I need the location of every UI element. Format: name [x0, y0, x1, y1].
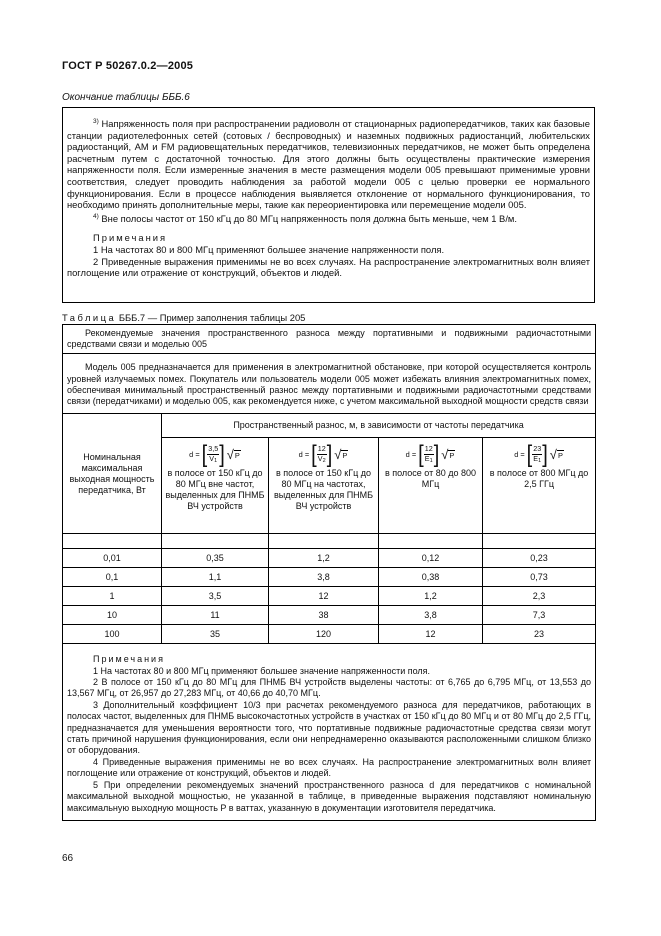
- table-row: [63, 606, 596, 625]
- formula-fraction: [532, 445, 542, 465]
- table-cell: 0,23: [483, 549, 596, 568]
- table-cell: 38: [269, 606, 379, 625]
- formula-d-label: d =: [189, 449, 200, 459]
- formula-bracket: [ $\frac{12}{V2}$ ]: [311, 442, 333, 469]
- sqrt-icon: √ P: [226, 446, 240, 462]
- table-header-row: [63, 414, 596, 438]
- notes-title: Примечания: [93, 232, 168, 244]
- table-caption-prefix: Таблица: [62, 312, 117, 323]
- table-note-5: 5 При определении рекомендуемых значений пространственного разноса d для передатчиков с номинальной максимальной выходной мощностью, не указанной в таблице, в приведенные выражения подставляют номинальную максимальную выходную мощность P в ваттах, указанную в документации изготовителя передатчика.: [67, 779, 592, 813]
- formula-fraction: [424, 445, 434, 465]
- formula-numerator: 12: [317, 444, 326, 454]
- formula: [299, 442, 349, 468]
- sqrt-icon: √ P: [334, 446, 348, 462]
- formula-cell: [162, 438, 269, 534]
- table-cell: 3,8: [269, 568, 379, 587]
- note-2: 2 Приведенные выражения применимы не во всех случаях. На распространение электромагнитных волн влияет поглощение или отражение от конструкций, объектов и людей.: [67, 255, 590, 279]
- formula: [514, 442, 564, 468]
- separation-span-header: Пространственный разнос, м, в зависимости от частоты передатчика: [162, 414, 596, 438]
- table-cell: 0,01: [63, 549, 162, 568]
- formula-bracket: [ $\frac{3,5}{V1}$ ]: [201, 442, 225, 469]
- formula: [189, 442, 241, 468]
- formula-d-label: d =: [298, 449, 310, 459]
- table-row: [63, 568, 596, 587]
- formula-numerator: 12: [424, 444, 433, 454]
- separation-distance-table: [62, 324, 596, 821]
- formula-bracket: [ $\frac{23}{E1}$ ]: [526, 442, 548, 469]
- table-row: [63, 587, 596, 606]
- table-bbb6-footnotes-box: [62, 107, 595, 303]
- table-cell: 3,5: [162, 587, 269, 606]
- footnote-3-text: Напряженность поля при распространении радиоволн от стационарных радиопередатчиков, таких как базовые станции радиотелефонных сетей (сотовых / беспроводных) и наземных подвижных радиостанций, любительских радиостанций, АМ и FM радиовещательных передатчиков, телевизионных передатчиков, не может быть определена расчетным путем с достаточной точностью. Для этого должны быть осуществлены практические измерения напряженности поля. Если измеренные значения в месте размещения модели 005 превышают применимые уровни соответствия, следует проводить наблюдения за работой модели 005 с целью проверки ее нормального функционирования. Если в процессе наблюдения выявляется отклонение от нормального функционирования, то необходимо принять дополнительные меры, такие как переориентировка или перемещение модели 005.: [67, 118, 591, 211]
- formula-denominator: V1: [209, 453, 218, 464]
- formula-fraction: [317, 445, 327, 465]
- spacer-row: [63, 534, 596, 549]
- table-note-2: 2 В полосе от 150 кГц до 80 МГц для ПНМБ ВЧ устройств выделены частоты: от 6,765 до 6,795 МГц, от 13,553 до 13,567 МГц, от 26,957 до 27,283 МГц, от 40,66 до 40,70 МГц.: [67, 677, 592, 699]
- sqrt-icon: √ P: [441, 446, 455, 462]
- table-notes-cell: [63, 644, 596, 821]
- formula-description: в полосе от 80 до 800 МГц: [384, 468, 477, 490]
- table-row: [63, 625, 596, 644]
- document-header: ГОСТ Р 50267.0.2—2005: [62, 60, 194, 72]
- footnote-4-text: Вне полосы частот от 150 кГц до 80 МГц напряженность поля должна быть меньше, чем 1 В/м.: [101, 212, 517, 224]
- table-caption-rest: БББ.7 — Пример заполнения таблицы 205: [118, 312, 306, 323]
- formula-cell: [379, 438, 483, 534]
- sqrt-icon: √ P: [549, 446, 563, 462]
- table-description-row: [63, 354, 596, 414]
- formula-d-label: d =: [405, 449, 417, 459]
- formula: [406, 442, 456, 468]
- footnote-3: [67, 116, 590, 211]
- table-cell: 1,2: [379, 587, 483, 606]
- table-cell: 1,1: [162, 568, 269, 587]
- page-number: 66: [62, 853, 74, 864]
- formula-denominator: E1: [533, 453, 542, 464]
- formula-fraction: [207, 445, 219, 465]
- table-cell: 10: [63, 606, 162, 625]
- footnote-4: [67, 211, 590, 225]
- table-cell: 12: [269, 587, 379, 606]
- table-cell: 1: [63, 587, 162, 606]
- formula-description: в полосе от 150 кГц до 80 МГц на частотах, выделенных для ПНМБ ВЧ устройств: [273, 468, 374, 511]
- footnote-3-mark: 3): [93, 118, 99, 125]
- formula-denominator: E1: [424, 453, 433, 464]
- table-cell: 0,35: [162, 549, 269, 568]
- formula-d-label: d =: [514, 449, 525, 459]
- table-cell: 2,3: [483, 587, 596, 606]
- footnote-4-mark: 4): [93, 212, 99, 220]
- formula-description: в полосе от 800 МГц до 2,5 ГГц: [489, 468, 589, 490]
- formula-description: в полосе от 150 кГц до 80 МГц вне частот, выделенных для ПНМБ ВЧ устройств: [165, 468, 265, 511]
- continuation-title: Окончание таблицы БББ.6: [62, 92, 190, 103]
- table-cell: 0,73: [483, 568, 596, 587]
- table-cell: 11: [162, 606, 269, 625]
- table-cell: 0,12: [379, 549, 483, 568]
- formula-bracket: [ $\frac{12}{E1}$ ]: [418, 442, 440, 469]
- table-notes-title: Примечания: [93, 654, 165, 665]
- formula-numerator: 3,5: [208, 444, 219, 454]
- table-row: [63, 549, 596, 568]
- table-title-cell: Рекомендуемые значения пространственного разноса между портативными и подвижными радиочастотными средствами связи и моделью 005: [63, 325, 596, 354]
- table-title-row: [63, 325, 596, 354]
- table-cell: 3,8: [379, 606, 483, 625]
- formula-numerator: 23: [533, 444, 542, 454]
- table-cell: 0,1: [63, 568, 162, 587]
- note-1: 1 На частотах 80 и 800 МГц применяют большее значение напряженности поля.: [93, 243, 445, 255]
- table-cell: 120: [269, 625, 379, 644]
- table-note-4: 4 Приведенные выражения применимы не во всех случаях. На распространение электромагнитных волн влияет поглощение или отражение от конструкций, объектов и людей.: [67, 756, 592, 779]
- table-cell: 100: [63, 625, 162, 644]
- formula-cell: [269, 438, 379, 534]
- table-notes-row: [63, 644, 596, 821]
- table-cell: 0,38: [379, 568, 483, 587]
- formula-cell: [483, 438, 596, 534]
- table-description-cell: Модель 005 предназначается для применения в электромагнитной обстановке, при которой осуществляется контроль уровней излучаемых помех. Покупатель или пользователь модели 005 может избежать влияния электромагнитных помех, обеспечивая минимальный пространственный разнос между портативными и подвижными радиочастотными средствами связи (передатчиками) и моделью 005, как рекомендуется ниже, с учетом максимальной выходной мощности средств связи: [63, 354, 596, 414]
- formula-denominator: V2: [317, 453, 326, 464]
- table-caption: [62, 312, 305, 323]
- power-column-header: Номинальная максимальная выходная мощность передатчика, Вт: [63, 414, 162, 534]
- table-cell: 12: [379, 625, 483, 644]
- table-note-3: 3 Дополнительный коэффициент 10/3 при расчетах рекомендуемого разноса для передатчиков, работающих в полосах частот, выделенных для ПНМБ высокочастотных устройств в участках от 150 кГц до 80 МГц и от 80 МГц до 2,5 ГГц, предназначается для уменьшения вероятности того, что портативные подвижные радиочастотные средства связи могут стать причиной нарушения функционирования, если они непреднамеренно оказываются расположенными слишком близко от оборудования.: [67, 699, 592, 756]
- table-cell: 7,3: [483, 606, 596, 625]
- table-cell: 35: [162, 625, 269, 644]
- table-cell: 1,2: [269, 549, 379, 568]
- table-cell: 23: [483, 625, 596, 644]
- table-note-1: 1 На частотах 80 и 800 МГц применяют большее значение напряженности поля.: [93, 665, 431, 676]
